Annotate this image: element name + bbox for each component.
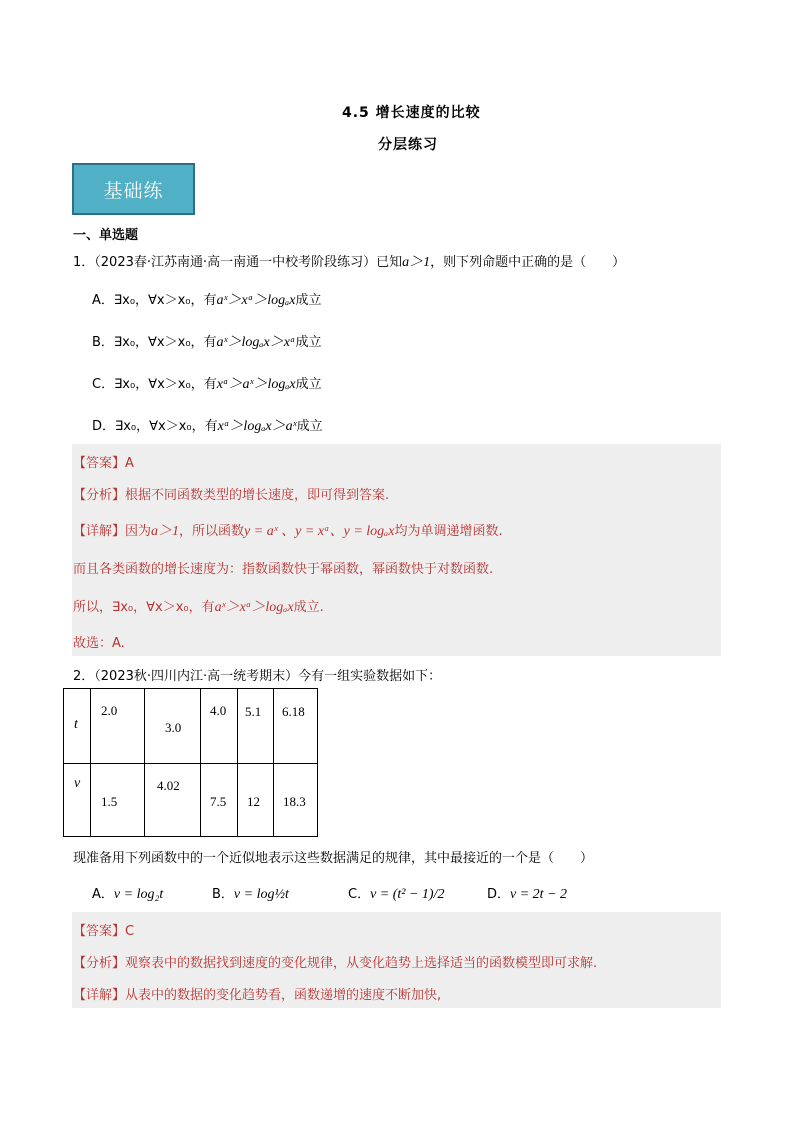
- row-label-v: v: [74, 776, 81, 791]
- q2-analysis: [73, 952, 597, 971]
- detail-tag: 【详解】: [73, 524, 126, 539]
- table-cell: [91, 764, 145, 837]
- q1-solution-block: [72, 444, 721, 656]
- option-expression: xᵃ＞logₐx＞aˣ: [217, 419, 297, 434]
- table-value: 2.0: [101, 703, 118, 718]
- analysis-text: 根据不同函数类型的增长速度，即可得到答案.: [125, 488, 390, 503]
- table-value: 12: [247, 794, 260, 809]
- page-subtitle: 分层练习: [378, 137, 438, 153]
- table-cell: [274, 764, 318, 837]
- detail-tag: 【详解】: [73, 988, 126, 1003]
- option-expression: xᵃ＞aˣ＞logₐx: [216, 377, 296, 392]
- option-suffix: 成立: [295, 293, 322, 308]
- q1-answer: [73, 452, 134, 471]
- option-suffix: 成立: [295, 377, 322, 392]
- analysis-tag: 【分析】: [73, 488, 126, 503]
- table-cell: [274, 689, 318, 764]
- table-cell: [64, 689, 91, 764]
- table-value: 4.0: [210, 703, 227, 718]
- analysis-text: 观察表中的数据找到速度的变化规律，从变化趋势上选择适当的函数模型即可求解.: [125, 956, 598, 971]
- q1-stem: [73, 251, 625, 271]
- option-label: C．: [348, 887, 371, 902]
- q2-option-b: [212, 883, 289, 903]
- detail-text: ，所以函数: [179, 524, 245, 539]
- option-label: A．: [92, 887, 114, 902]
- q1-option-b: [92, 331, 322, 351]
- table-cell: [91, 689, 145, 764]
- detail-expression: aˣ＞xᵃ＞logₐx: [214, 600, 294, 615]
- q1-stem-prefix: 1．（2023春·江苏南通·高一南通一中校考阶段练习）已知: [73, 255, 403, 270]
- option-suffix: 成立: [296, 419, 323, 434]
- q2-stem: 2．（2023秋·四川内江·高一统考期末）今有一组实验数据如下：: [73, 669, 442, 684]
- option-quantifier: ∃x₀，∀x＞x₀，有: [115, 419, 218, 434]
- option-label: A．: [92, 293, 114, 308]
- analysis-tag: 【分析】: [73, 956, 126, 971]
- section-badge: 基础练: [72, 163, 195, 215]
- answer-tag: 【答案】: [73, 924, 126, 939]
- q2-option-a: [92, 883, 163, 903]
- table-value: 4.02: [157, 778, 180, 793]
- option-quantifier: ∃x₀，∀x＞x₀，有: [114, 377, 217, 392]
- q1-detail-line2: 而且各类函数的增长速度为：指数函数快于幂函数，幂函数快于对数函数.: [73, 562, 494, 577]
- option-expression: aˣ＞logₐx＞xᵃ: [216, 335, 296, 350]
- q2-option-d: [487, 883, 567, 903]
- detail-text: 成立.: [293, 600, 324, 615]
- q1-choice: 故选：A.: [73, 636, 125, 651]
- q2-answer: [73, 920, 134, 939]
- q1-option-d: [92, 415, 323, 435]
- option-suffix: 成立: [295, 335, 322, 350]
- q1-option-a: [92, 289, 322, 309]
- answer-tag: 【答案】: [73, 456, 126, 471]
- q1-stem-condition: a＞1: [402, 255, 431, 270]
- option-expression: aˣ＞xᵃ＞logₐx: [216, 293, 296, 308]
- section-label: 一、单选题: [73, 228, 139, 243]
- option-quantifier: ∃x₀，∀x＞x₀，有: [113, 293, 217, 308]
- detail-text: 均为单调递增函数.: [394, 524, 503, 539]
- table-cell: [64, 764, 91, 837]
- option-expression: v = 2t − 2: [510, 887, 568, 902]
- detail-text: 所以，∃x₀，∀x＞x₀，有: [73, 600, 215, 615]
- q2-detail: [73, 984, 441, 1003]
- option-label: B．: [212, 887, 234, 902]
- q2-question: 现准备用下列函数中的一个近似地表示这些数据满足的规律，其中最接近的一个是（ ）: [73, 851, 594, 866]
- page-title: 4.5 增长速度的比较: [342, 105, 481, 121]
- answer-value: A: [125, 456, 134, 471]
- detail-condition: a＞1: [151, 524, 180, 539]
- detail-text: 从表中的数据的变化趋势看，函数递增的速度不断加快,: [125, 988, 442, 1003]
- option-label: B．: [92, 335, 114, 350]
- table-cell: [201, 764, 238, 837]
- table-cell: [238, 689, 274, 764]
- q1-option-c: [92, 373, 322, 393]
- table-value: 6.18: [282, 704, 305, 719]
- answer-value: C: [125, 924, 135, 939]
- data-table: [63, 688, 318, 837]
- table-value: 1.5: [101, 794, 118, 809]
- option-expression: v = log½t: [233, 887, 289, 902]
- table-row: [64, 764, 318, 837]
- option-label: D．: [92, 419, 116, 434]
- detail-functions: y = aˣ 、y = xᵃ、y = logₐx: [244, 524, 395, 539]
- option-expression: v = (t² − 1)/2: [370, 887, 445, 902]
- table-cell: [238, 764, 274, 837]
- q2-option-c: [348, 883, 445, 903]
- table-value: 7.5: [210, 794, 227, 809]
- option-label: D．: [487, 887, 511, 902]
- table-row: [64, 689, 318, 764]
- option-label: C．: [92, 377, 115, 392]
- option-quantifier: ∃x₀，∀x＞x₀，有: [113, 335, 217, 350]
- table-value: 18.3: [283, 794, 306, 809]
- detail-text: 因为: [125, 524, 152, 539]
- q1-detail: [73, 520, 503, 540]
- q1-stem-suffix: ，则下列命题中正确的是（ ）: [430, 255, 626, 270]
- q1-detail-line3: [73, 596, 324, 616]
- table-value: 3.0: [165, 720, 182, 735]
- table-cell: [145, 764, 201, 837]
- row-label-t: t: [74, 717, 78, 732]
- table-cell: [145, 689, 201, 764]
- table-cell: [201, 689, 238, 764]
- q1-analysis: [73, 484, 389, 503]
- table-value: 5.1: [245, 704, 262, 719]
- option-expression: v = log₂t: [113, 887, 164, 902]
